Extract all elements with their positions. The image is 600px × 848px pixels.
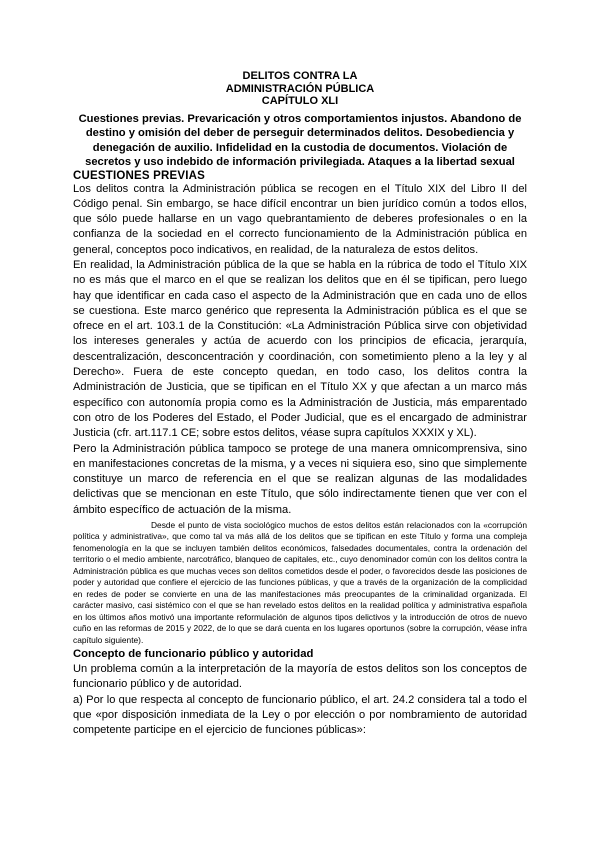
title-line-1: DELITOS CONTRA LA <box>242 70 358 82</box>
document-page <box>73 70 527 739</box>
title-line-3: CAPÍTULO XLI <box>261 95 339 107</box>
sociological-note <box>73 520 527 646</box>
chapter-subtitle: Cuestiones previas. Prevaricación y otros comportamientos injustos. Abandono de destino y omisión del deber de perseguir determinados delitos. Desobediencia y denegación de auxilio. Infidelidad en la custodia de documentos. Violación de secretos y uso indebido de información privilegiada. Ataques a la libertad sexual <box>78 112 522 168</box>
paragraph-3: Pero la Administración pública tampoco se protege de una manera omnicomprensiva, sino en manifestaciones concretas de la misma, y a veces ni siquiera eso, sino que simplemente constituye un marco de referencia en el que se realizan algunas de las modalidades delictivas que se mencionan en este Título, que sólo indirectamente tienen que ver con el ámbito específico de actuación de la misma. <box>73 442 527 516</box>
paragraph-1: Los delitos contra la Administración pública se recogen en el Título XIX del Libro II del Código penal. Sin embargo, se hace difícil encontrar un bien jurídico común a todos ellos, que sólo puede hallarse en un vago quebrantamiento de deberes profesionales o en la confianza de la sociedad en el correcto funcionamiento de la Administración pública en general, conceptos poco indicativos, en realidad, de la naturaleza de estos delitos. <box>73 182 527 256</box>
note-text: Desde el punto de vista sociológico muchos de estos delitos están relacionados con la «corrupción política y administrativa», que como tal va más allá de los delitos que se tipifican en este Título y forma una compleja fenomenología en la que se incluyen también delitos económicos, falsedades documentales, contra la ordenación del territorio o el medio ambiente, narcotráfico, blanqueo de capitales, etc., cuyo denominador común con los delitos contra la Administración pública es que muchas veces son delitos cometidos desde el poder, o favorecidos desde las posiciones de poder y autoridad que confiere el ejercicio de las funciones públicas, y que a través de la organización de la complicidad en redes de poder se convierte en una de las manifestaciones más preocupantes de la criminalidad organizada. El carácter masivo, casi sistémico con el que se han revelado estos delitos en la realidad política y administrativa española en los últimos años motivó una importante reformulación de algunos tipos delictivos y la introducción de otros de nuevo cuño en las reformas de 2015 y 2022, de lo que se dará cuenta en los lugares oportunos (sobre la corrupción, véase infra capítulo siguiente). <box>73 520 527 645</box>
paragraph-2: En realidad, la Administración pública de la que se habla en la rúbrica de todo el Título XIX no es más que el marco en el que se realizan los delitos que en él se tipifican, pero luego hay que identificar en cada caso el aspecto de la Administración que en cada uno de ellos se cuestiona. Este marco genérico que representa la Administración pública es el que se ofrece en el art. 103.1 de la Constitución: «La Administración Pública sirve con objetividad los intereses generales y actúa de acuerdo con los principios de eficacia, jerarquía, descentralización, desconcentración y coordinación, con sometimiento pleno a la ley y al Derecho». Fuera de este concepto quedan, en todo caso, los delitos contra la Administración de Justicia, que se tipifican en el Título XX y que afectan a un marco más específico con autonomía propia como es la Administración de Justicia, más emparentado con otro de los Poderes del Estado, el Poder Judicial, que es el encargado de administrar Justicia (cfr. art.117.1 CE; sobre estos delitos, véase supra capítulos XXXIX y XL). <box>73 258 527 440</box>
title-line-2: ADMINISTRACIÓN PÚBLICA <box>225 82 375 95</box>
section-heading-cuestiones-previas: CUESTIONES PREVIAS <box>73 169 206 182</box>
paragraph-4: Un problema común a la interpretación de la mayoría de estos delitos son los conceptos de funcionario público y de autoridad. <box>73 663 527 691</box>
section-heading-funcionario: Concepto de funcionario público y autoridad <box>73 648 314 661</box>
paragraph-5: a) Por lo que respecta al concepto de funcionario público, el art. 24.2 considera tal a todo el que «por disposición inmediata de la Ley o por elección o por nombramiento de autoridad competente participe en el ejercicio de funciones públicas»: <box>73 693 527 737</box>
